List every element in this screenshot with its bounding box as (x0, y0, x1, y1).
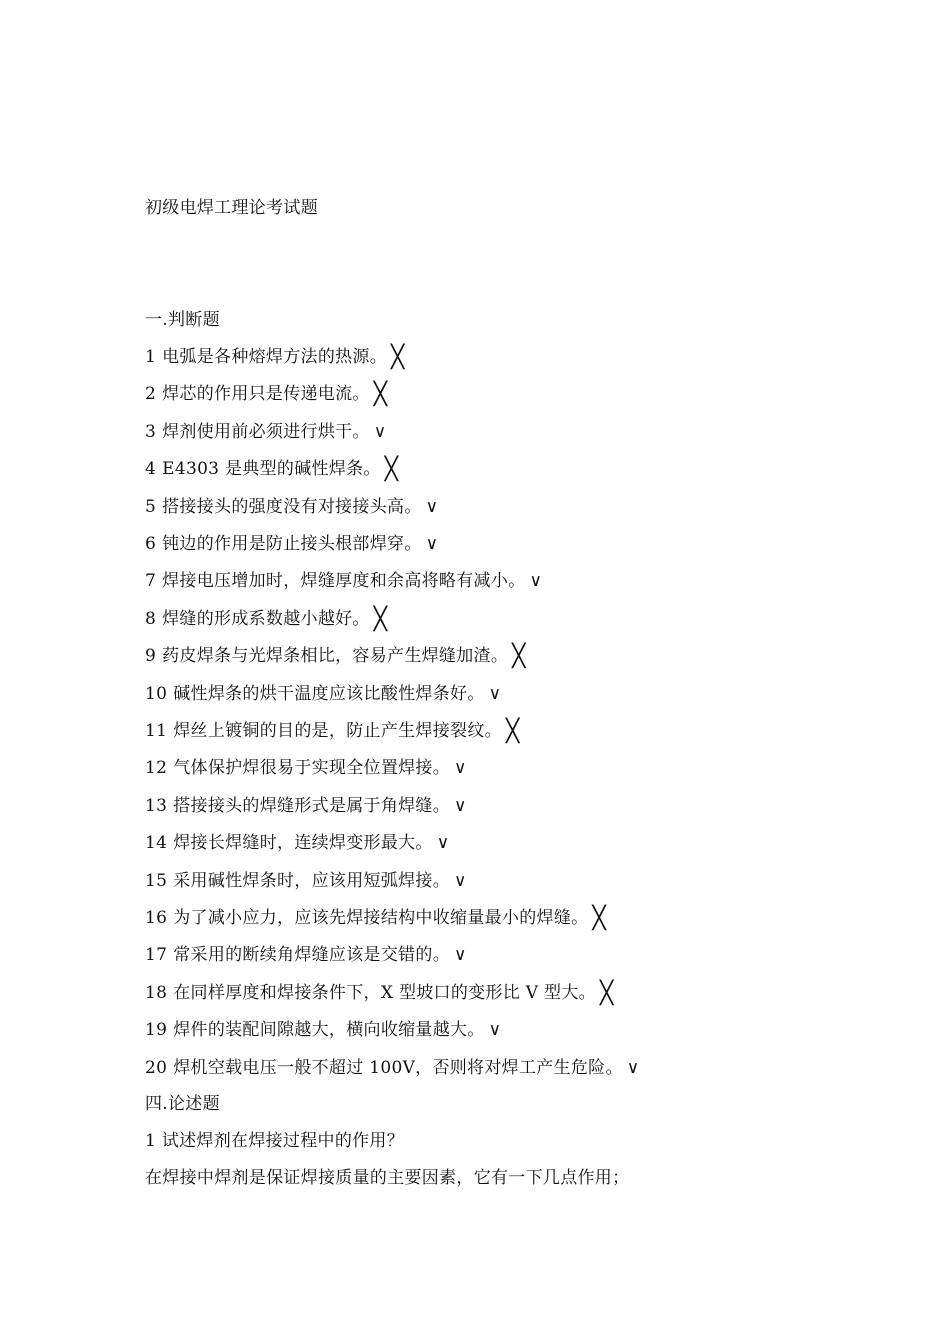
item-number: 18 (145, 983, 168, 1003)
item-number: 3 (145, 422, 157, 442)
list-item (145, 756, 467, 780)
list-item (145, 569, 542, 593)
item-number: 4 (145, 459, 157, 479)
item-number: 8 (145, 609, 157, 629)
list-item (145, 719, 519, 743)
section-heading-judgment: 一.判断题 (145, 310, 220, 330)
document-title: 初级电焊工理论考试题 (145, 198, 318, 218)
list-item (145, 1056, 640, 1080)
list-item (145, 981, 613, 1005)
item-text: 常采用的断续角焊缝应该是交错的。 (173, 945, 451, 965)
check-mark-icon: ∨ (454, 871, 467, 891)
item-number: 16 (145, 908, 168, 928)
cross-mark-icon: ╳ (599, 981, 614, 1006)
item-number: 19 (145, 1020, 168, 1040)
item-text: 焊接电压增加时，焊缝厚度和余高将略有减小。 (162, 571, 526, 591)
check-mark-icon: ∨ (425, 497, 439, 517)
list-item (145, 794, 467, 818)
item-text: 焊剂使用前必须进行烘干。 (162, 422, 370, 442)
item-number: 1 (145, 347, 157, 367)
item-text: 碱性焊条的烘干温度应该比酸性焊条好。 (173, 684, 485, 704)
item-text: 在同样厚度和焊接条件下，X 型坡口的变形比 V 型大。 (173, 983, 596, 1003)
item-number: 11 (145, 721, 168, 741)
list-item (145, 644, 526, 668)
item-number: 5 (145, 497, 157, 517)
essay-answer: 在焊接中焊剂是保证焊接质量的主要因素，它有一下几点作用； (145, 1168, 630, 1188)
item-number: 20 (145, 1058, 168, 1078)
section-heading-essay: 四.论述题 (145, 1094, 220, 1114)
list-item (145, 607, 387, 631)
check-mark-icon: ∨ (529, 571, 543, 591)
item-number: 2 (145, 384, 157, 404)
check-mark-icon: ∨ (373, 422, 387, 442)
check-mark-icon: ∨ (626, 1058, 640, 1078)
item-number: 6 (145, 534, 157, 554)
item-number: 10 (145, 684, 168, 704)
item-text: 气体保护焊很易于实现全位置焊接。 (173, 758, 451, 778)
item-text: 焊接长焊缝时，连续焊变形最大。 (173, 833, 433, 853)
cross-mark-icon: ╳ (505, 719, 520, 744)
list-item (145, 906, 606, 930)
item-number: 15 (145, 871, 168, 891)
item-number: 12 (145, 758, 168, 778)
cross-mark-icon: ╳ (512, 644, 526, 669)
check-mark-icon: ∨ (454, 945, 467, 965)
cross-mark-icon: ╳ (384, 457, 399, 482)
item-text: 搭接接头的焊缝形式是属于角焊缝。 (173, 796, 451, 816)
list-item (145, 495, 438, 519)
list-item (145, 831, 449, 855)
cross-mark-icon: ╳ (373, 607, 388, 632)
item-text: 药皮焊条与光焊条相比，容易产生焊缝加渣。 (162, 646, 509, 666)
check-mark-icon: ∨ (454, 796, 467, 816)
list-item (145, 345, 405, 369)
item-number: 7 (145, 571, 157, 591)
item-text: 焊件的装配间隙越大，横向收缩量越大。 (173, 1020, 485, 1040)
item-number: 14 (145, 833, 168, 853)
item-text: 焊芯的作用只是传递电流。 (162, 384, 370, 404)
cross-mark-icon: ╳ (373, 382, 388, 407)
list-item (145, 943, 467, 967)
item-number: 17 (145, 945, 168, 965)
list-item (145, 457, 398, 481)
item-text: 钝边的作用是防止接头根部焊穿。 (162, 534, 422, 554)
check-mark-icon: ∨ (488, 1020, 502, 1040)
item-text: 电弧是各种熔焊方法的热源。 (162, 347, 388, 367)
item-text: 为了减小应力，应该先焊接结构中收缩量最小的焊缝。 (173, 908, 589, 928)
essay-question: 1 试述焊剂在焊接过程中的作用？ (145, 1131, 405, 1151)
item-text: E4303 是典型的碱性焊条。 (162, 459, 381, 479)
check-mark-icon: ∨ (425, 534, 439, 554)
list-item (145, 1018, 501, 1042)
item-text: 焊丝上镀铜的目的是，防止产生焊接裂纹。 (173, 721, 502, 741)
list-item (145, 420, 386, 444)
list-item (145, 532, 438, 556)
item-text: 焊机空载电压一般不超过 100V，否则将对焊工产生危险。 (173, 1058, 623, 1078)
check-mark-icon: ∨ (488, 684, 502, 704)
item-number: 9 (145, 646, 157, 666)
cross-mark-icon: ╳ (391, 345, 405, 370)
item-text: 搭接接头的强度没有对接接头高。 (162, 497, 422, 517)
item-text: 焊缝的形成系数越小越好。 (162, 609, 370, 629)
check-mark-icon: ∨ (454, 758, 467, 778)
item-text: 采用碱性焊条时，应该用短弧焊接。 (173, 871, 451, 891)
list-item (145, 682, 501, 706)
cross-mark-icon: ╳ (592, 906, 606, 931)
check-mark-icon: ∨ (436, 833, 450, 853)
list-item (145, 382, 387, 406)
list-item (145, 869, 467, 893)
item-number: 13 (145, 796, 168, 816)
